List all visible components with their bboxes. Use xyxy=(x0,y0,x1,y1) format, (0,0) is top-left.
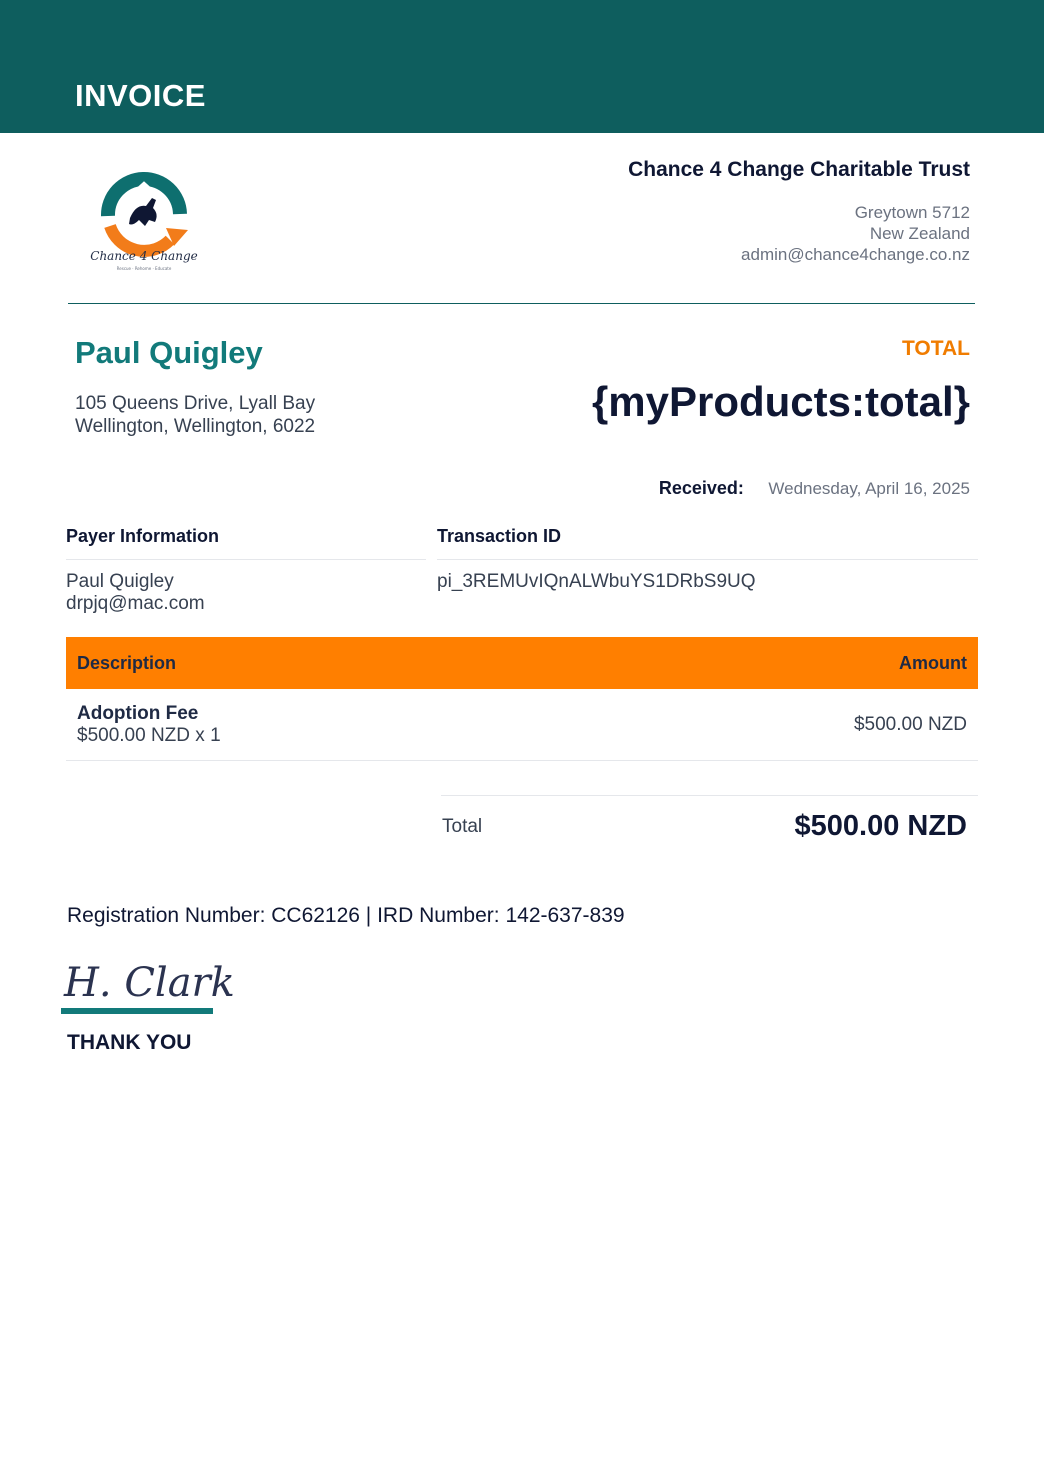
signature-text: H. Clark xyxy=(64,960,235,1006)
totals-label: Total xyxy=(442,815,483,837)
table-row xyxy=(66,689,978,761)
customer-address-line2: Wellington, Wellington, 6022 xyxy=(75,416,316,437)
line-items-header xyxy=(66,637,978,689)
line-items-table xyxy=(66,637,978,761)
totals-value: $500.00 NZD xyxy=(794,810,967,842)
organization-address-line1: Greytown 5712 xyxy=(854,203,970,222)
transaction-id: pi_3REMUvIQnALWbuYS1DRbS9UQ xyxy=(437,571,756,592)
transaction-information xyxy=(437,526,978,593)
thank-you: THANK YOU xyxy=(67,1031,192,1054)
item-name: Adoption Fee xyxy=(77,702,199,724)
signature-image xyxy=(62,952,235,1006)
customer-name: Paul Quigley xyxy=(75,335,263,370)
total-label: TOTAL xyxy=(901,337,970,360)
transaction-heading: Transaction ID xyxy=(437,526,978,560)
organization-email: admin@chance4change.co.nz xyxy=(741,245,970,264)
invoice-header-bar xyxy=(0,0,1044,133)
logo-tagline: Rescue · Rehome · Educate xyxy=(116,266,172,271)
item-amount: $500.00 NZD xyxy=(853,713,967,735)
payer-email: drpjq@mac.com xyxy=(66,593,205,614)
organization-address-line2: New Zealand xyxy=(869,224,970,243)
description-column-header: Description xyxy=(77,652,177,673)
amount-column-header: Amount xyxy=(899,652,967,673)
registration-info: Registration Number: CC62126 | IRD Number: 142-637-839 xyxy=(67,904,625,927)
payer-information xyxy=(66,526,426,615)
totals-row xyxy=(441,795,978,857)
received-label: Received: xyxy=(658,478,744,498)
organization-logo xyxy=(88,146,200,276)
organization-name: Chance 4 Change Charitable Trust xyxy=(628,158,970,181)
logo-wordmark: Chance 4 Change xyxy=(90,249,198,263)
item-quantity: $500.00 NZD x 1 xyxy=(77,724,221,746)
total-value: {myProducts:total} xyxy=(591,378,970,425)
invoice-title: INVOICE xyxy=(75,78,206,113)
payer-heading: Payer Information xyxy=(66,526,426,560)
signature-underline xyxy=(61,1008,213,1014)
customer-address-line1: 105 Queens Drive, Lyall Bay xyxy=(75,393,316,414)
payer-name: Paul Quigley xyxy=(66,571,174,592)
header-divider xyxy=(68,303,975,304)
organization-block xyxy=(628,158,970,265)
received-row xyxy=(659,478,970,499)
customer-address xyxy=(75,392,315,438)
received-date: Wednesday, April 16, 2025 xyxy=(768,479,970,498)
